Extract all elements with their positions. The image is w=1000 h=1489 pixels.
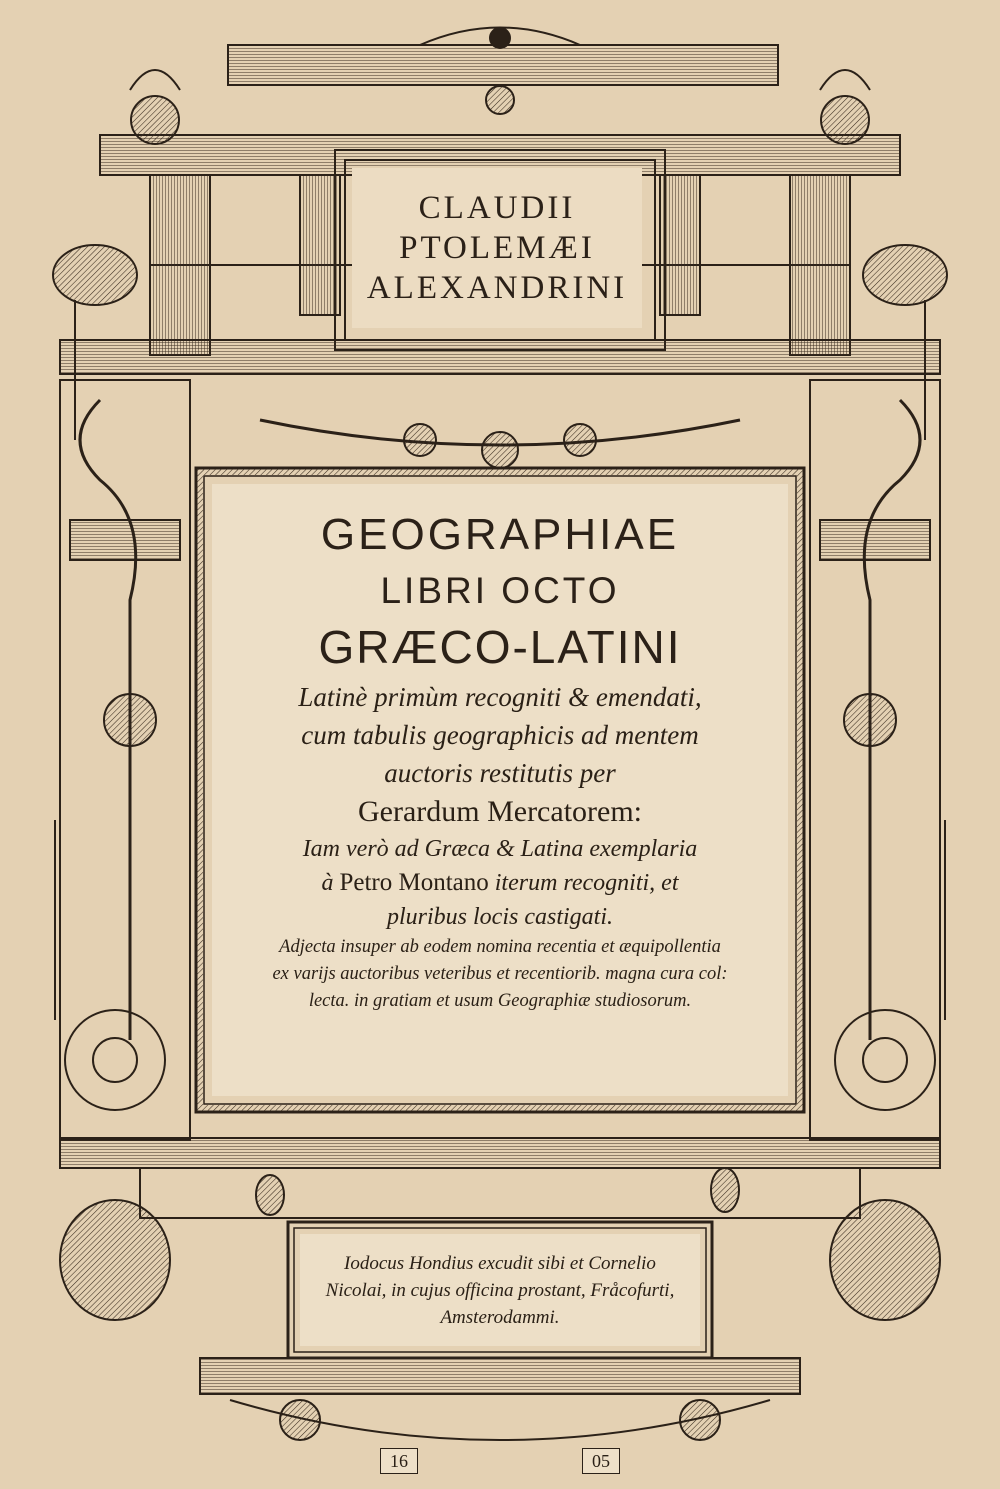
description-line: cum tabulis geographicis ad mentem <box>301 720 699 750</box>
book-title: GEOGRAPHIAE <box>320 510 680 559</box>
appendix-note-line: ex varijs auctoribus veteribus et recentiorib. magna cura col: <box>272 964 728 984</box>
description-fragment: iterum recogniti, et <box>494 870 679 896</box>
book-subtitle-language: GRÆCO-LATINI <box>318 621 682 673</box>
book-subtitle: LIBRI OCTO <box>380 570 620 611</box>
editor-name: Gerardum Mercatorem: <box>357 795 643 828</box>
description-line: Iam verò ad Græca & Latina exemplaria <box>302 836 698 862</box>
year-left: 16 <box>380 1448 418 1474</box>
imprint-panel <box>300 1234 700 1346</box>
reviser-name: Petro Montano <box>339 869 489 896</box>
description-line: pluribus locis castigati. <box>386 904 613 930</box>
description-line: auctoris restitutis per <box>384 758 616 788</box>
author-name-line: CLAUDII <box>418 190 576 226</box>
author-cartouche <box>352 168 642 328</box>
imprint-line: Amsterodammi. <box>440 1306 560 1328</box>
appendix-note-line: lecta. in gratiam et usum Geographiæ studiosorum. <box>308 991 692 1011</box>
year-right: 05 <box>582 1448 620 1474</box>
imprint-line: Nicolai, in cujus officina prostant, Fråcofurti, <box>325 1279 675 1301</box>
appendix-note-line: Adjecta insuper ab eodem nomina recentia et æquipollentia <box>279 937 721 957</box>
imprint-line: Iodocus Hondius excudit sibi et Cornelio <box>344 1252 656 1274</box>
author-name-line: PTOLEMÆI <box>399 230 595 266</box>
description-fragment: à <box>321 870 334 896</box>
author-name-line: ALEXANDRINI <box>366 270 628 306</box>
title-panel <box>212 484 788 1096</box>
description-line-mixed <box>321 866 678 900</box>
description-line: Latinè primùm recogniti & emendati, <box>298 682 702 712</box>
